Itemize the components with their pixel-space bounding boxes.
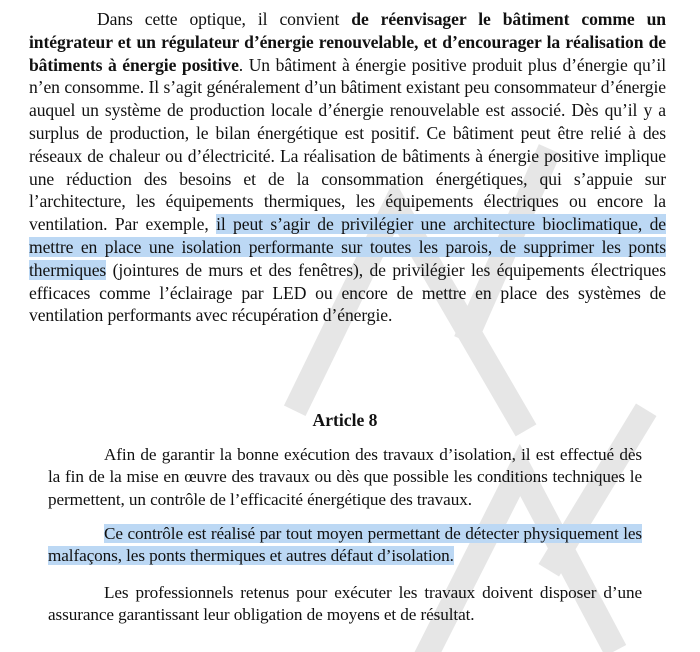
paragraph-energy-positive [29,8,666,327]
bold-statement: de réenvisager le bâtiment comme un intégrateur et un régulateur d’énergie renouvelable, et d’encourager la réalisation de bâtiments à énergie positive [29,9,666,75]
article-paragraph-2 [48,523,642,568]
highlighted-text[interactable]: Ce contrôle est réalisé par tout moyen permettant de détecter physiquement les malfaçons, les ponts thermiques et autres défaut d’isolation. [48,524,642,566]
article-paragraph-1-text: Afin de garantir la bonne exécution des travaux d’isolation, il est effectué dès la fin de la mise en œuvre des travaux ou dès que possible les conditions techniques le permettent, un contrôle de l’efficacité énergétique des travaux. [48,445,642,509]
article-paragraph-1 [48,444,642,511]
highlighted-text[interactable]: il peut s’agir de privilégier une architecture bioclimatique, de mettre en place une isolation performante sur toutes les parois, de supprimer les ponts thermiques [29,214,667,280]
article-paragraph-3-text: Les professionnels retenus pour exécuter les travaux doivent disposer d’une assurance garantissant leur obligation de moyens et de résultat. [48,583,642,625]
paragraph-body: . Un bâtiment à énergie positive produit plus d’énergie qu’il n’en consomme. Il s’agit généralement d’un bâtiment existant peu consommateur d’énergie auquel un système de production locale d’énergie renouvelable est associé. Dès qu’il y a surplus de production, le bilan énergétique est positif. Ce bâtiment peut être relié à des réseaux de chaleur ou d’électricité. La réalisation de bâtiments à énergie positive implique une réduction des besoins et de la consommation énergétiques, qui s’appuie sur l’architecture, les équipements thermiques, les équipements électriques ou encore la ventilation. Par exemple, [29,54,667,235]
paragraph-tail: (jointures de murs et des fenêtres), de privilégier les équipements électriques efficaces comme l’éclairage par LED ou encore de mettre en place des systèmes de ventilation performants avec récupération d’énergie. [29,259,666,326]
article-paragraph-3 [48,582,642,627]
paragraph-intro: Dans cette optique, il convient [97,9,352,29]
article-title: Article 8 [312,410,378,430]
